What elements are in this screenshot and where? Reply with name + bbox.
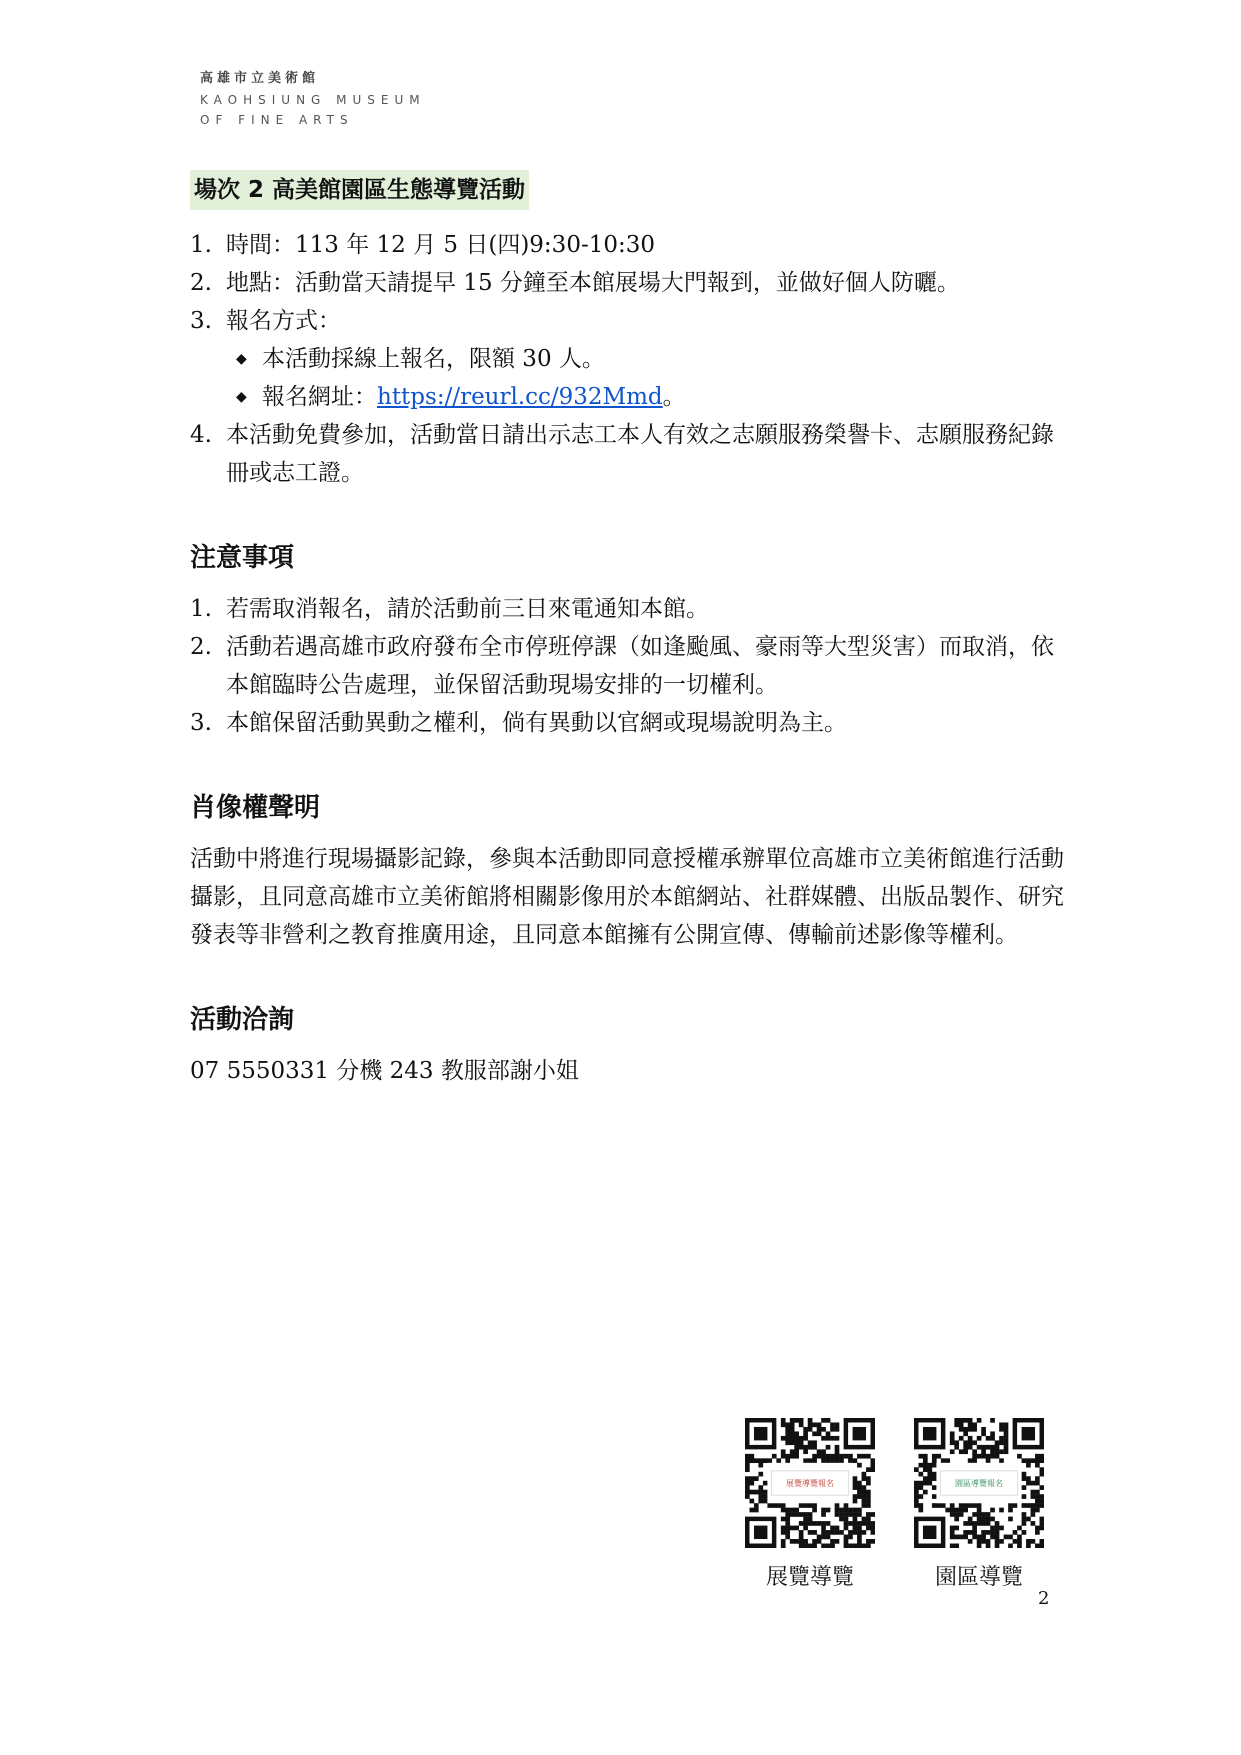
session-title: 場次 2 高美館園區生態導覽活動	[190, 170, 529, 210]
session-details-list	[190, 226, 1070, 492]
time-text: 時間：113 年 12 月 5 日(四)9:30-10:30	[226, 232, 656, 258]
registration-sublist	[226, 340, 1070, 416]
qr-inner-label: 園區導覽報名	[955, 1479, 1003, 1488]
notes-list	[190, 590, 1070, 742]
list-item	[190, 226, 1070, 264]
qr-garden	[914, 1418, 1044, 1591]
list-item	[190, 704, 1070, 742]
sublist-item	[226, 378, 1070, 416]
diamond-bullet-icon: ◆	[236, 389, 247, 405]
logo-chinese: 高雄市立美術館	[200, 71, 320, 86]
location-text: 地點：活動當天請提早 15 分鐘至本館展場大門報到，並做好個人防曬。	[226, 270, 960, 296]
page-number: 2	[1038, 1588, 1050, 1609]
qr-code-icon	[914, 1418, 1044, 1548]
list-number: 3.	[190, 710, 212, 736]
list-number: 1.	[190, 596, 212, 622]
document-body	[190, 170, 1070, 1090]
qr-code-icon	[745, 1418, 875, 1548]
qr-caption: 展覽導覽	[765, 1565, 854, 1590]
list-item	[190, 590, 1070, 628]
note-text: 活動若遇高雄市政府發布全市停班停課（如逢颱風、豪雨等大型災害）而取消，依本館臨時公告處理，並保留活動現場安排的一切權利。	[226, 634, 1054, 698]
fee-text: 本活動免費參加，活動當日請出示志工本人有效之志願服務榮譽卡、志願服務紀錄冊或志工證。	[226, 422, 1054, 486]
list-number: 4.	[190, 422, 212, 448]
contact-text: 07 5550331 分機 243 教服部謝小姐	[190, 1058, 579, 1084]
registration-link[interactable]: https://reurl.cc/932Mmd	[377, 384, 663, 410]
list-item	[190, 416, 1070, 492]
url-suffix: 。	[662, 384, 686, 410]
list-number: 2.	[190, 634, 212, 660]
list-item	[190, 264, 1070, 302]
list-number: 3.	[190, 308, 212, 334]
logo-english-line1: KAOHSIUNG MUSEUM	[200, 93, 426, 107]
portrait-rights-text: 活動中將進行現場攝影記錄，參與本活動即同意授權承辦單位高雄市立美術館進行活動攝影，且同意高雄市立美術館將相關影像用於本館網站、社群媒體、出版品製作、研究發表等非營利之教育推廣用途，且同意本館擁有公開宣傳、傳輸前述影像等權利。	[190, 846, 1064, 948]
list-item	[190, 302, 1070, 416]
note-text: 本館保留活動異動之權利，倘有異動以官網或現場說明為主。	[226, 710, 847, 736]
notes-title: 注意事項	[190, 543, 295, 573]
limit-text: 本活動採線上報名，限額 30 人。	[262, 346, 605, 372]
logo-english-line2: OF FINE ARTS	[200, 113, 354, 127]
diamond-bullet-icon: ◆	[236, 351, 247, 367]
registration-method-text: 報名方式：	[226, 308, 341, 334]
list-item	[190, 628, 1070, 704]
url-label: 報名網址：	[262, 384, 377, 410]
note-text: 若需取消報名，請於活動前三日來電通知本館。	[226, 596, 709, 622]
qr-inner-label: 展覽導覽報名	[786, 1479, 834, 1488]
list-number: 2.	[190, 270, 212, 296]
list-number: 1.	[190, 232, 212, 258]
contact-title: 活動洽詢	[190, 1005, 295, 1035]
qr-caption: 園區導覽	[934, 1565, 1023, 1590]
portrait-rights-title: 肖像權聲明	[190, 793, 321, 823]
museum-logo	[200, 67, 426, 130]
sublist-item	[226, 340, 1070, 378]
qr-exhibition	[745, 1418, 875, 1591]
